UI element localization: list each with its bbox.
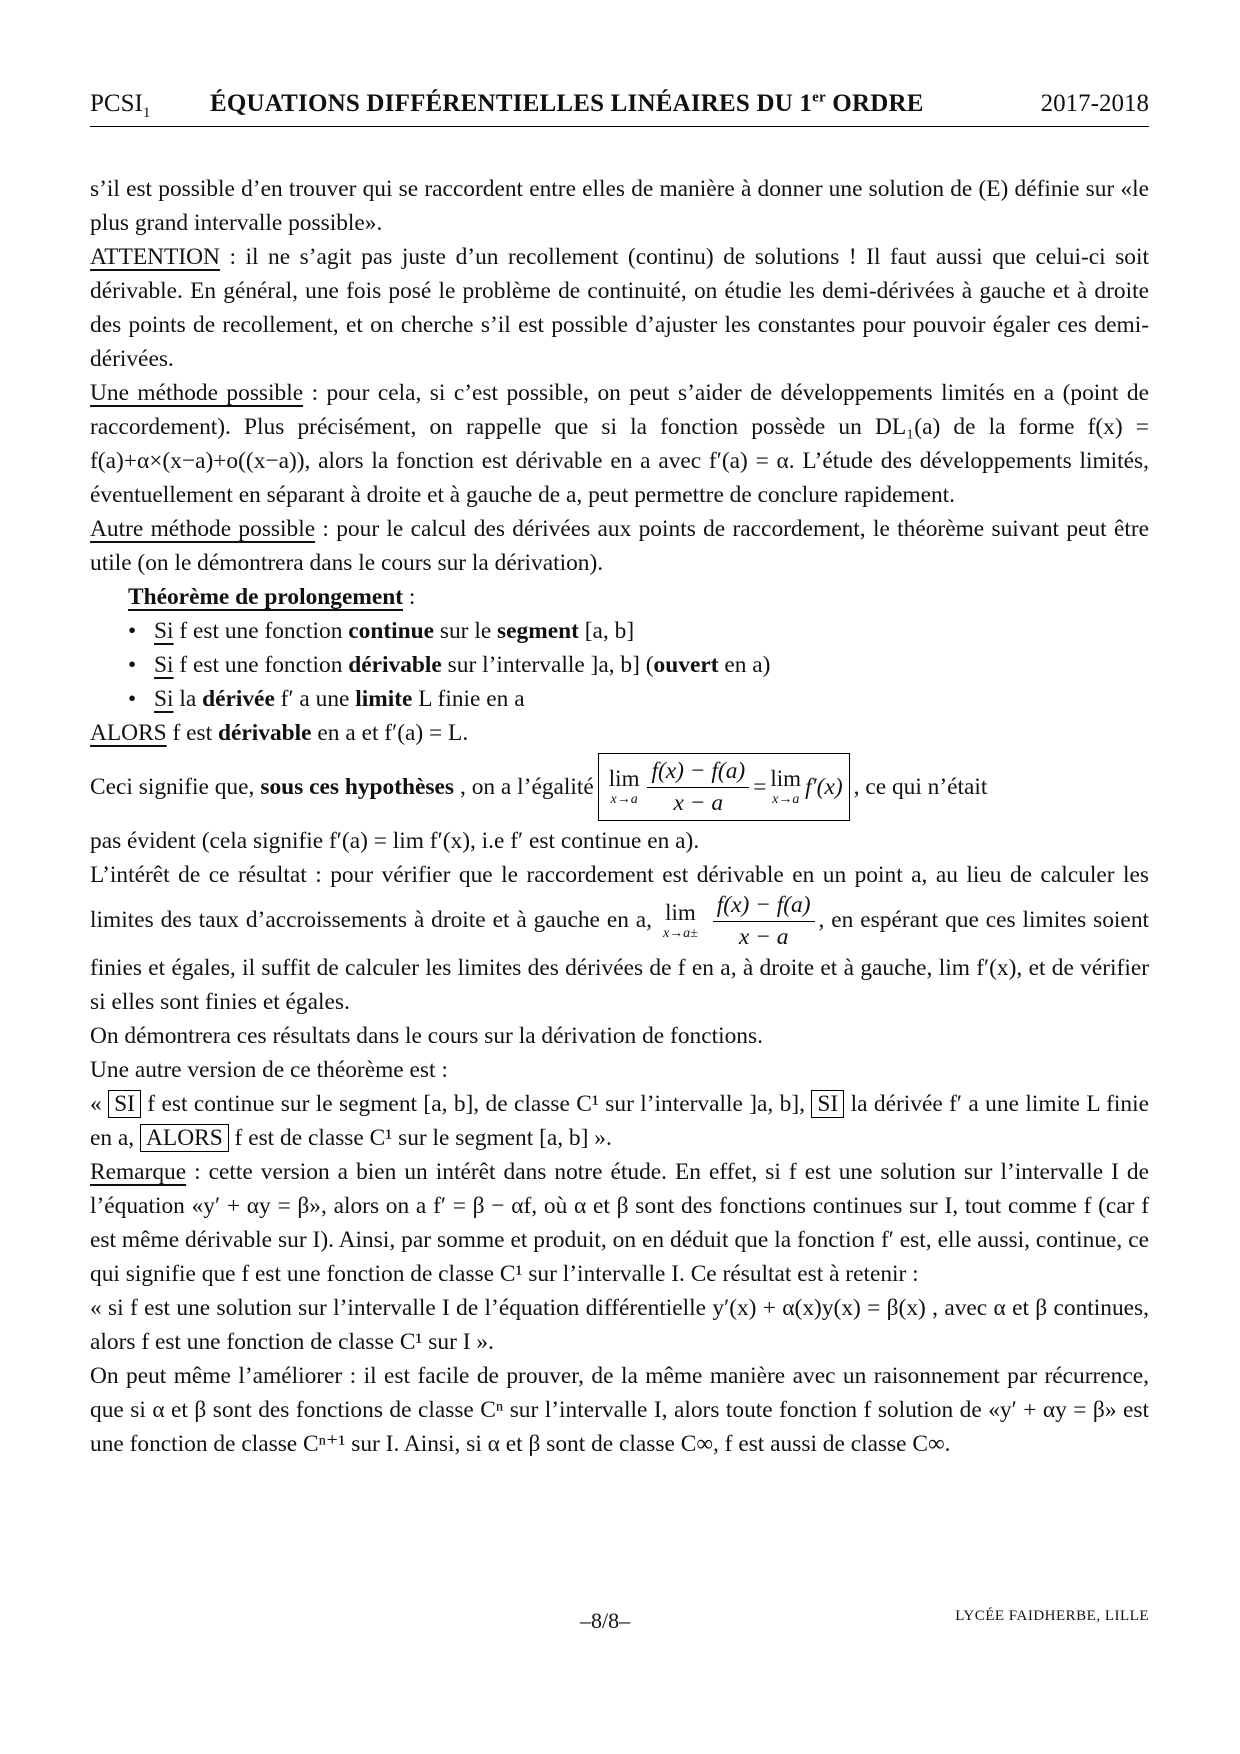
theorem-conclusion: ALORS f est dérivable en a et f′(a) = L.	[90, 720, 469, 746]
document-body	[90, 172, 1149, 1461]
boxed-equality: lim x→a $\frac{f(x) - f(a)}{x - a}$ = lim x→a f′(x)	[598, 753, 850, 822]
paragraph-ameliorer: On peut même l’améliorer : il est facile de prouver, de la même manière avec un raisonnement par récurrence, que si α et β sont des fonctions de classe Cⁿ sur l’intervalle I, alors toute fonction f solution de «y′ + αy = β» est une fonction de classe Cⁿ⁺¹ sur I. Ainsi, si α et β sont de classe C∞, f est aussi de classe C∞.	[90, 1362, 1149, 1457]
page-number: –8/8–	[580, 1608, 631, 1633]
paragraph-quote: « si f est une solution sur l’intervalle I de l’équation différentielle y′(x) + α(x)y(x) = β(x) , avec α et β continues, alors f est une fonction de classe C¹ sur I ».	[90, 1294, 1149, 1355]
page-header	[90, 86, 1149, 127]
theorem-bullet: • Si f est une fonction dérivable sur l’intervalle ]a, b] (ouvert en a)	[128, 652, 771, 678]
paragraph-pas-evident: pas évident (cela signifie f′(a) = lim f′(x), i.e f′ est continue en a).	[90, 828, 700, 854]
paragraph-methode: Une méthode possible : pour cela, si c’est possible, on peut s’aider de développements limités en a (point de raccordement). Plus précisément, on rappelle que si la fonction possède un DL₁(a) de la forme f(x) = f(a)+α×(x−a)+o((x−a)), alors la fonction est dérivable en a avec f′(a) = α. L’étude des développements limités, éventuellement en séparant à droite et à gauche de a, peut permettre de conclure rapidement.	[90, 380, 1150, 508]
header-class: $PCSI_1$	[90, 90, 151, 121]
paragraph-version: « SI f est continue sur le segment [a, b], de classe C¹ sur l’intervalle ]a, b], SI la dérivée f′ a une limite L finie en a, ALORS f est de classe C¹ sur le segment [a, b] ».	[90, 1090, 1149, 1151]
header-year: 2017-2018	[1040, 90, 1149, 117]
paragraph-intro: s’il est possible d’en trouver qui se raccordent entre elles de manière à donner une solution de (E) définie sur «le plus grand intervalle possible».	[90, 176, 1149, 236]
attention-label: ATTENTION	[90, 244, 220, 270]
paragraph-autre-methode: Autre méthode possible : pour le calcul des dérivées aux points de raccordement, le théorème suivant peut être utile (on le démontrera dans le cours sur la dérivation).	[90, 516, 1149, 576]
paragraph-remarque: Remarque : cette version a bien un intérêt dans notre étude. En effet, si f est une solution sur l’intervalle I de l’équation «y′ + αy = β», alors on a f′ = β − αf, où α et β sont des fonctions continues sur I, tout comme f (car f est même dérivable sur I). Ainsi, par somme et produit, on en déduit que la fonction f′ est, elle aussi, continue, ce qui signifie que f est une fonction de classe C¹ sur l’intervalle I. Ce résultat est à retenir :	[90, 1158, 1149, 1287]
school-name: LYCÉE FAIDHERBE, LILLE	[955, 1608, 1149, 1624]
theorem-title: Théorème de prolongement :	[128, 584, 416, 610]
header-title: ÉQUATIONS DIFFÉRENTIELLES LINÉAIRES DU 1er ORDRE	[210, 89, 924, 117]
paragraph-interet: L’intérêt de ce résultat : pour vérifier que le raccordement est dérivable en un point a, au lieu de calculer les limites des taux d’accroissements à droite et à gauche en a, lim x→a± $\frac{f(x) - f(a)}{x - a}$ , en espérant que ces limites soient finies et égales, il suffit de calculer les limites des dérivées de f en a, à droite et à gauche, lim f′(x), et de vérifier si elles sont finies et égales.	[90, 862, 1150, 1015]
paragraph-attention: ATTENTION : il ne s’agit pas juste d’un recollement (continu) de solutions ! Il faut aussi que celui-ci soit dérivable. En général, une fois posé le problème de continuité, on étudie les demi-dérivées à gauche et à droite des points de recollement, et on cherche s’il est possible d’ajuster les constantes pour pouvoir égaler ces demi-dérivées.	[90, 244, 1149, 372]
autre-methode-label: Autre méthode possible	[90, 516, 316, 542]
equality-line: Ceci signifie que, sous ces hypothèses , on a l’égalité lim x→a $\frac{f(x) - f(a)}{x - a}$ = lim x→a f′(x) , ce qui n’était	[90, 750, 1149, 824]
document-page	[90, 0, 1149, 1754]
theorem-bullet: • Si la dérivée f′ a une limite L finie en a	[128, 686, 525, 712]
theorem-bullet: • Si f est une fonction continue sur le segment [a, b]	[128, 618, 635, 644]
paragraph-autre-version: Une autre version de ce théorème est :	[90, 1056, 448, 1083]
paragraph-demontrera: On démontrera ces résultats dans le cours sur la dérivation de fonctions.	[90, 1022, 763, 1049]
methode-label: Une méthode possible	[90, 380, 304, 406]
